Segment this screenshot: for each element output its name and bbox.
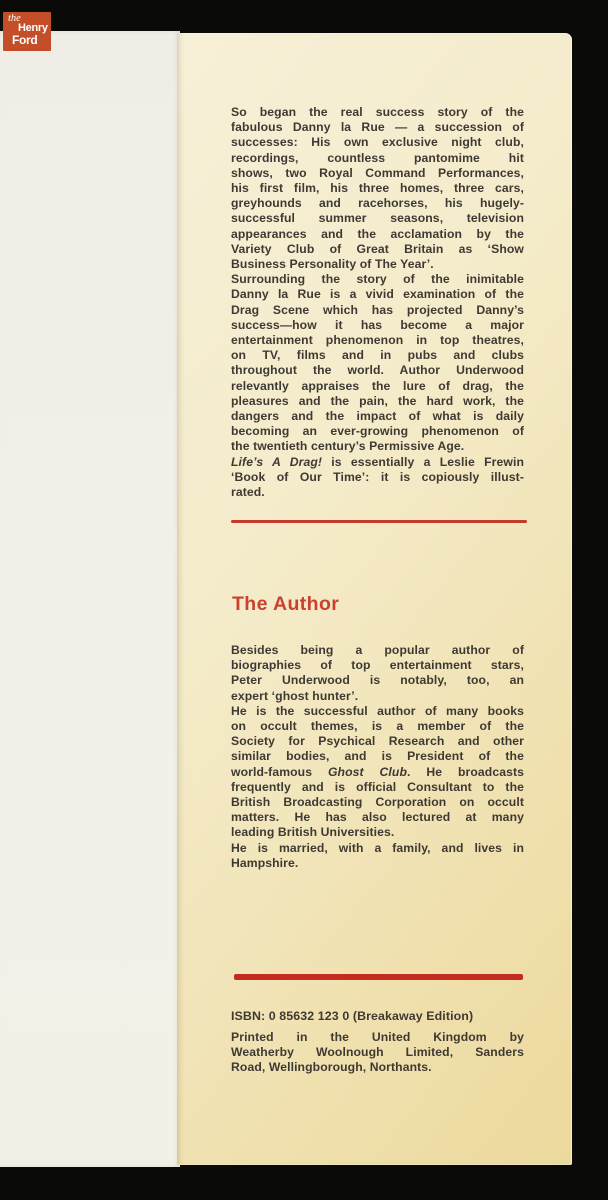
text-line: He is the successful author of many books bbox=[231, 703, 524, 718]
text-line: biographies of top entertainment stars, bbox=[231, 658, 524, 673]
text-line: on occult themes, is a member of the bbox=[231, 719, 524, 734]
text-line: pleasures and the pain, the hard work, the bbox=[231, 393, 524, 408]
text-line: Surrounding the story of the inimitable bbox=[231, 272, 524, 287]
text-line: matters. He has also lectured at many bbox=[231, 810, 524, 825]
text-line: appearances and the acclamation by the bbox=[231, 226, 524, 241]
text-line: relevantly appraises the lure of drag, the bbox=[231, 378, 524, 393]
text-line: dangers and the impact of what is daily bbox=[231, 409, 524, 424]
text-line: successes: His own exclusive night club, bbox=[231, 135, 524, 150]
author-heading: The Author bbox=[232, 593, 340, 615]
text-line: He is married, with a family, and lives in bbox=[231, 840, 524, 855]
text-line: leading British Universities. bbox=[231, 825, 395, 840]
text-line: the twentieth century’s Permissive Age. bbox=[231, 439, 465, 454]
logo-word-the: the bbox=[8, 13, 21, 24]
text-line: Variety Club of Great Britain as ‘Show bbox=[231, 241, 524, 256]
divider-rule-top bbox=[231, 520, 527, 523]
book-jacket-flap bbox=[177, 33, 572, 1165]
isbn-line: ISBN: 0 85632 123 0 (Breakaway Edition) bbox=[231, 1009, 474, 1023]
text-line: Life’s A Drag! is essentially a Leslie Frewin bbox=[231, 454, 524, 469]
text-line: rated. bbox=[231, 485, 265, 500]
text-line: on TV, films and in pubs and clubs bbox=[231, 348, 524, 363]
text-line: throughout the world. Author Underwood bbox=[231, 363, 524, 378]
text-line: So began the real success story of the bbox=[231, 105, 524, 119]
text-line: Weatherby Woolnough Limited, Sanders bbox=[231, 1045, 524, 1060]
text-line: recordings, countless pantomime hit bbox=[231, 150, 524, 165]
text-line: British Broadcasting Corporation on occult bbox=[231, 795, 524, 810]
text-line: entertainment phenomenon in top theatres, bbox=[231, 333, 524, 348]
text-line: Printed in the United Kingdom by bbox=[231, 1030, 524, 1044]
text-line: expert ‘ghost hunter’. bbox=[231, 688, 359, 703]
text-line: similar bodies, and is President of the bbox=[231, 749, 524, 764]
text-line: greyhounds and racehorses, his hugely- bbox=[231, 196, 524, 211]
text-line: Business Personality of The Year’. bbox=[231, 257, 434, 272]
author-bio-text bbox=[231, 643, 524, 871]
printer-imprint-text bbox=[231, 1030, 524, 1076]
text-line: his first film, his three homes, three cars, bbox=[231, 181, 524, 196]
text-line: Road, Wellingborough, Northants. bbox=[231, 1060, 432, 1075]
backing-paper bbox=[0, 31, 180, 1167]
text-line: Besides being a popular author of bbox=[231, 643, 524, 657]
henry-ford-watermark bbox=[3, 12, 51, 51]
text-line: frequently and is official Consultant to the bbox=[231, 779, 524, 794]
text-line: Danny la Rue is a vivid examination of the bbox=[231, 287, 524, 302]
text-line: shows, two Royal Command Performances, bbox=[231, 165, 524, 180]
text-line: becoming an ever-growing phenomenon of bbox=[231, 424, 524, 439]
text-line: fabulous Danny la Rue — a succession of bbox=[231, 120, 524, 135]
text-line: Society for Psychical Research and other bbox=[231, 734, 524, 749]
text-line: Peter Underwood is notably, too, an bbox=[231, 673, 524, 688]
text-line: successful summer seasons, television bbox=[231, 211, 524, 226]
text-line: ‘Book of Our Time’: it is copiously illust- bbox=[231, 469, 524, 484]
logo-word-henry: Henry bbox=[18, 22, 48, 34]
divider-rule-bottom bbox=[234, 974, 523, 980]
blurb-text bbox=[231, 105, 524, 500]
text-line: world-famous Ghost Club. He broadcasts bbox=[231, 764, 524, 779]
text-line: success—how it has become a major bbox=[231, 317, 524, 332]
text-line: Drag Scene which has projected Danny’s bbox=[231, 302, 524, 317]
logo-word-ford: Ford bbox=[12, 33, 38, 47]
text-line: Hampshire. bbox=[231, 855, 299, 870]
